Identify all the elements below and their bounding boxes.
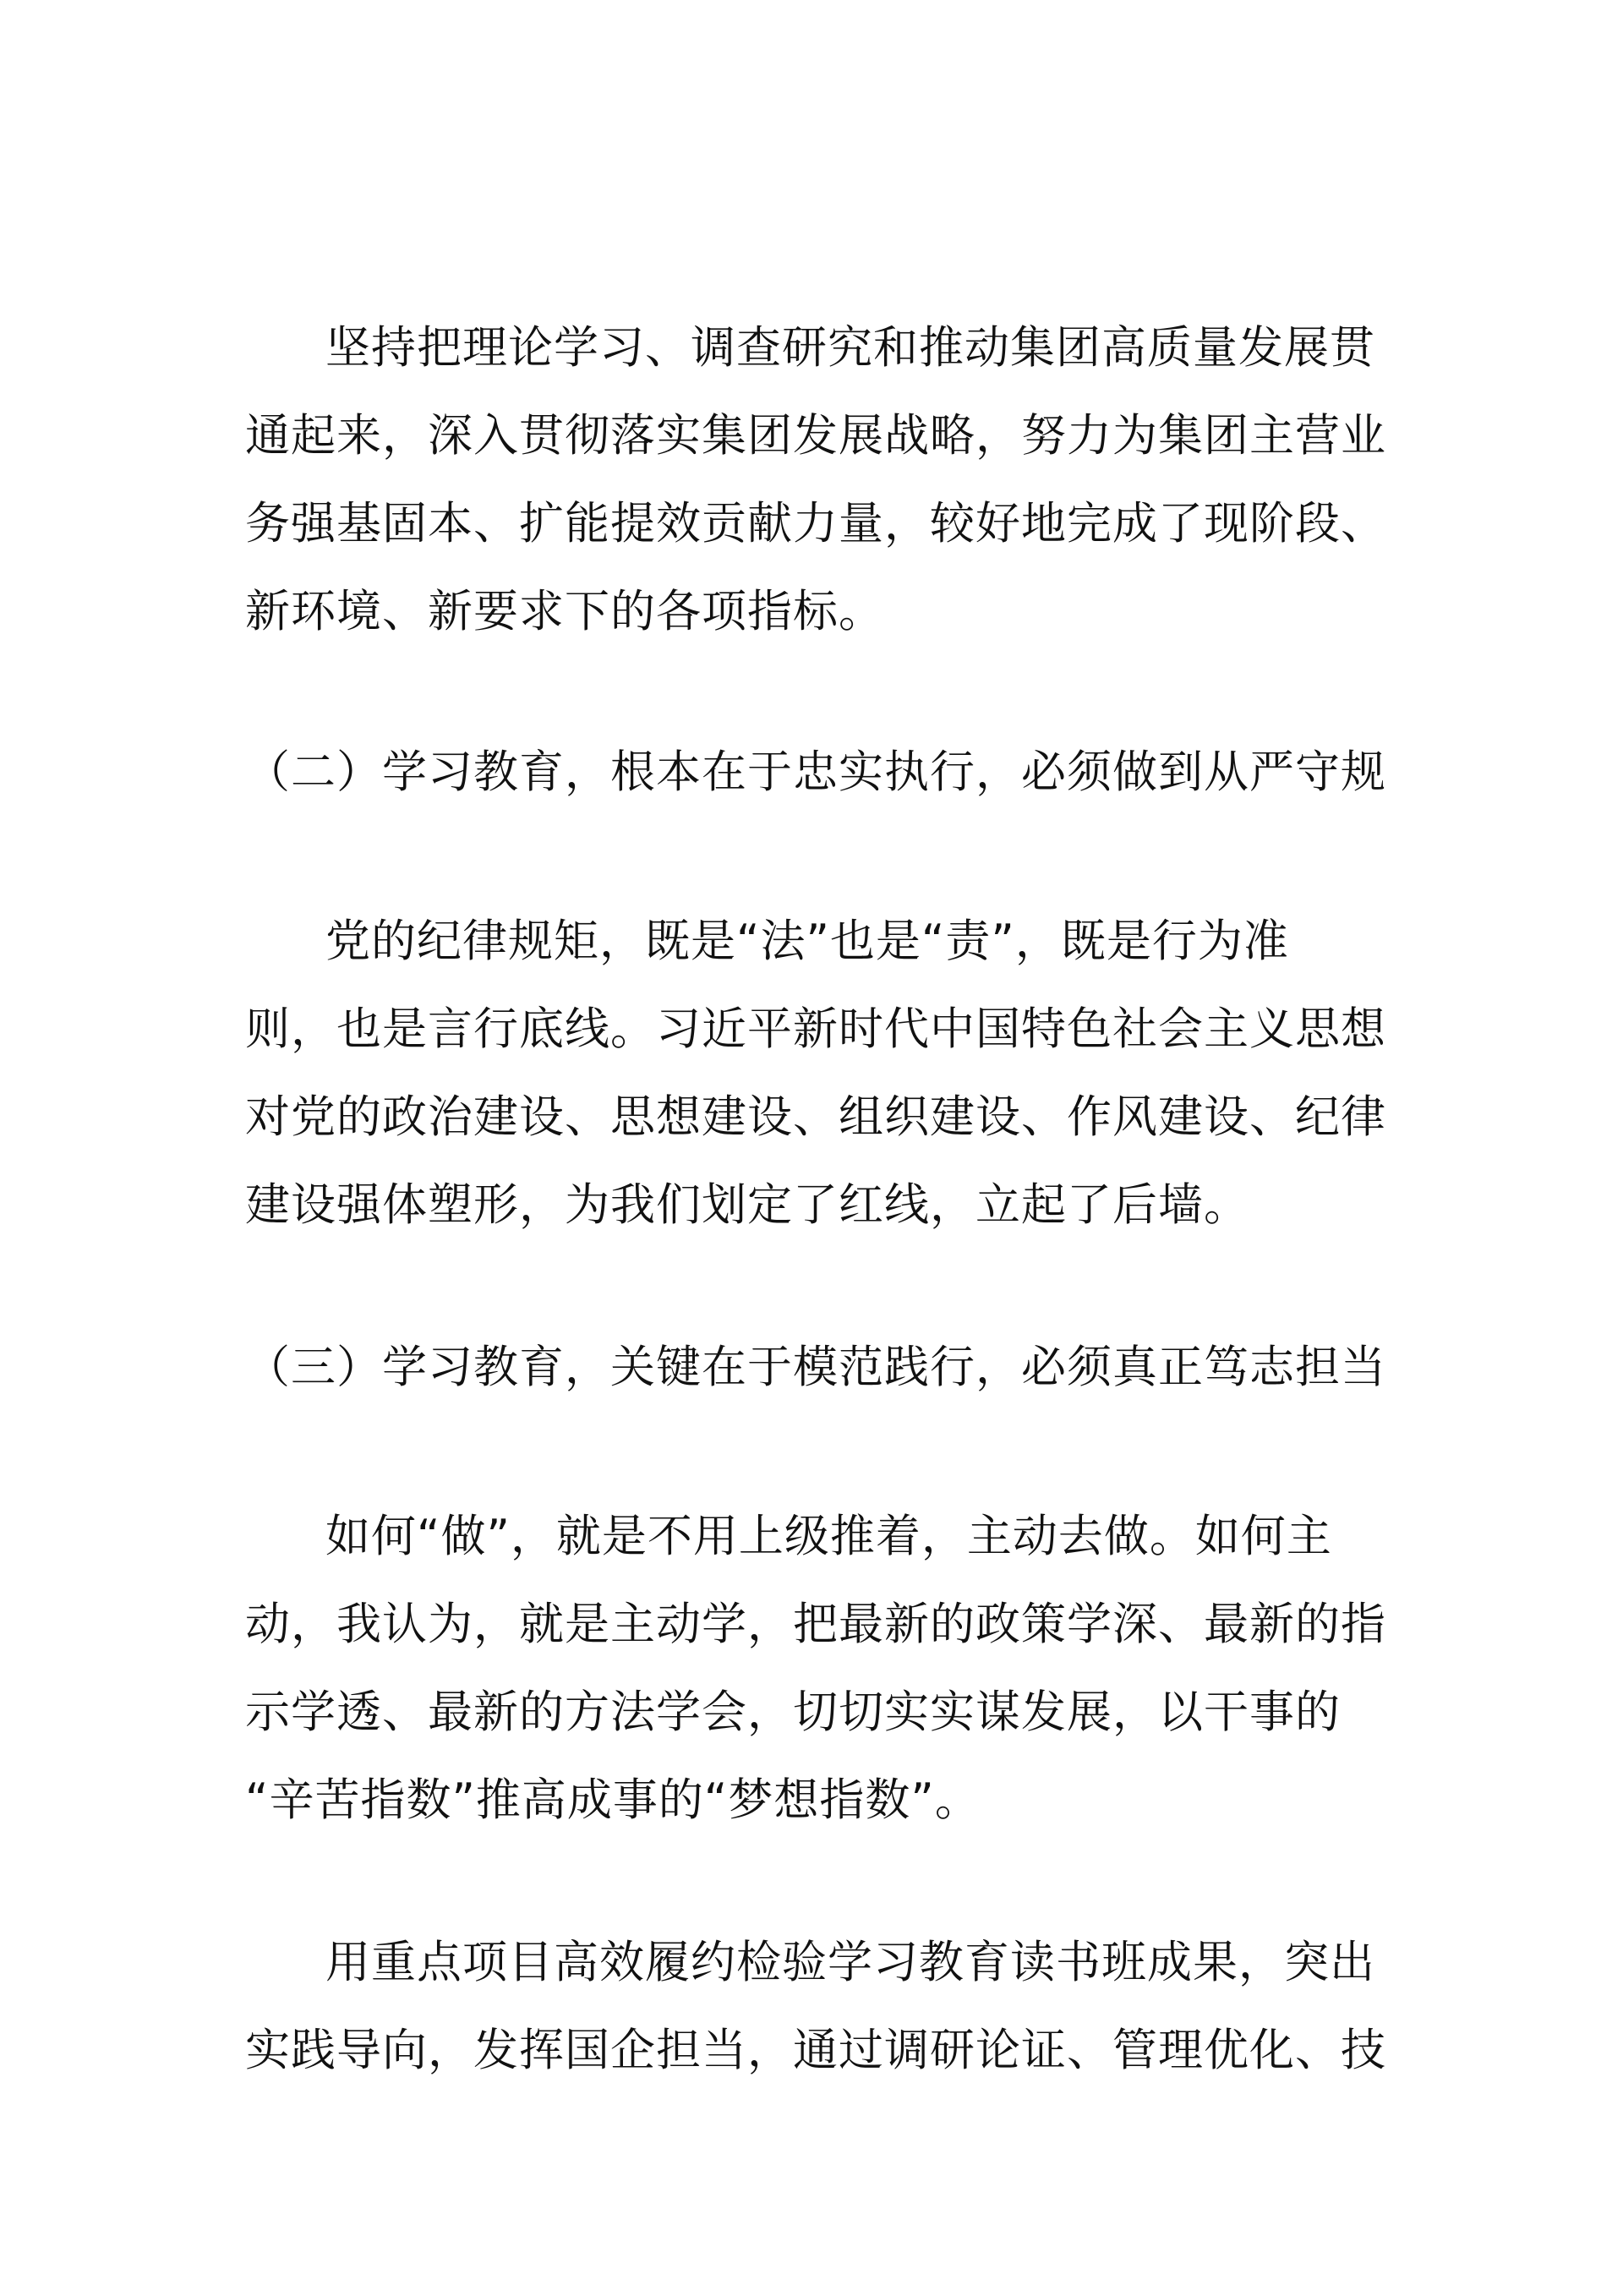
paragraph-line: 动，我认为，就是主动学，把最新的政策学深、最新的指	[245, 1599, 1386, 1650]
paragraph-line: 新环境、新要求下的各项指标。	[245, 586, 884, 637]
section-heading-2: （二）学习教育，根本在于忠实执行，必须做到从严守规	[245, 746, 1386, 798]
paragraph-line: 则，也是言行底线。习近平新时代中国特色社会主义思想	[245, 1003, 1386, 1055]
paragraph-4	[245, 1919, 1386, 2095]
paragraph-line: 如何“做”，就是不用上级推着，主动去做。如何主	[325, 1511, 1332, 1562]
paragraph-line: 党的纪律规矩，既是“法”也是“责”，既是行为准	[325, 916, 1289, 967]
paragraph-line: 实践导向，发挥国企担当，通过调研论证、管理优化、技	[245, 2025, 1386, 2076]
paragraph-line: 坚持把理论学习、调查研究和推动集团高质量发展贯	[325, 322, 1375, 374]
paragraph-line: 示学透、最新的方法学会，切切实实谋发展，以干事的	[245, 1686, 1341, 1738]
paragraph-line: 用重点项目高效履约检验学习教育读书班成果，突出	[325, 1937, 1375, 1988]
paragraph-line: 对党的政治建设、思想建设、组织建设、作风建设、纪律	[245, 1091, 1386, 1143]
paragraph-3	[245, 1493, 1386, 1845]
paragraph-line: 务强基固本、扩能提效贡献力量，较好地完成了现阶段、	[245, 498, 1386, 549]
section-heading-3: （三）学习教育，关键在于模范践行，必须真正笃志担当	[245, 1342, 1386, 1393]
paragraph-line: “辛苦指数”推高成事的“梦想指数”。	[245, 1774, 981, 1826]
paragraph-line: 建设强体塑形，为我们划定了红线，立起了后墙。	[245, 1179, 1249, 1231]
paragraph-2	[245, 898, 1386, 1249]
paragraph-line: 通起来，深入贯彻落实集团发展战略，努力为集团主营业	[245, 410, 1386, 462]
paragraph-1	[245, 304, 1386, 656]
